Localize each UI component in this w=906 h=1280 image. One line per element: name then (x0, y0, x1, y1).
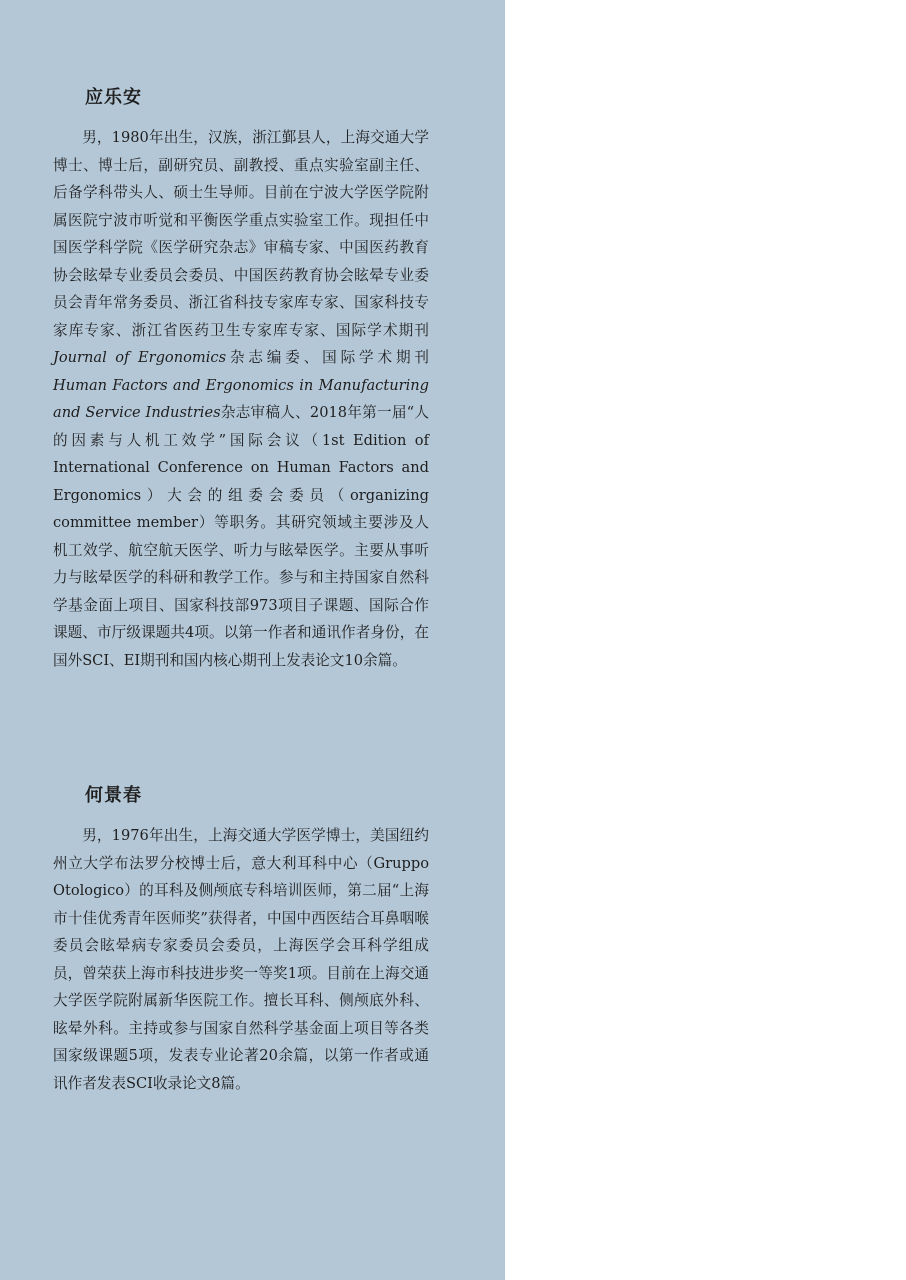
bio-name: 应乐安 (85, 87, 142, 108)
journal-title: Human Factors and Ergonomics in Manufacturing and Service Industries (53, 376, 429, 421)
bio-text-part: 杂志审稿人、2018年第一届“人的因素与人机工效学”国际会议（1st Edition of International Conference on Human Factors and Ergonomics）大会的组委会委员（organizing committee member）等职务。其研究领域主要涉及人机工效学、航空航天医学、听力与眩晕医学。主要从事听力与眩晕医学的科研和教学工作。参与和主持国家自然科学基金面上项目、国家科技部973项目子课题、国际合作课题、市厅级课题共4项。以第一作者和通讯作者身份，在国外SCI、EI期刊和国内核心期刊上发表论文10余篇。 (53, 404, 429, 669)
bio-text-part: 杂志编委、国际学术期刊 (226, 349, 429, 366)
bio-ying-lean (53, 84, 429, 674)
journal-title: Journal of Ergonomics (53, 349, 227, 366)
bio-name: 何景春 (85, 785, 142, 806)
bio-he-jingchun (53, 782, 429, 1097)
bio-text-part: 男，1980年出生，汉族，浙江鄞县人，上海交通大学博士、博士后，副研究员、副教授、重点实验室副主任、后备学科带头人、硕士生导师。目前在宁波大学医学院附属医院宁波市听觉和平衡医学重点实验室工作。现担任中国医学科学院《医学研究杂志》审稿专家、中国医药教育协会眩晕专业委员会委员、中国医药教育协会眩晕专业委员会青年常务委员、浙江省科技专家库专家、国家科技专家库专家、浙江省医药卫生专家库专家、国际学术期刊 (53, 129, 429, 339)
bio-paragraph: 男，1976年出生，上海交通大学医学博士，美国纽约州立大学布法罗分校博士后，意大利耳科中心（Gruppo Otologico）的耳科及侧颅底专科培训医师，第二届“上海市十佳优秀青年医师奖”获得者，中国中西医结合耳鼻咽喉委员会眩晕病专家委员会委员，上海医学会耳科学组成员，曾荣获上海市科技进步奖一等奖1项。目前在上海交通大学医学院附属新华医院工作。擅长耳科、侧颅底外科、眩晕外科。主持或参与国家自然科学基金面上项目等各类国家级课题5项，发表专业论著20余篇，以第一作者或通讯作者发表SCI收录论文8篇。 (53, 827, 429, 1092)
bio-paragraph (53, 124, 429, 674)
